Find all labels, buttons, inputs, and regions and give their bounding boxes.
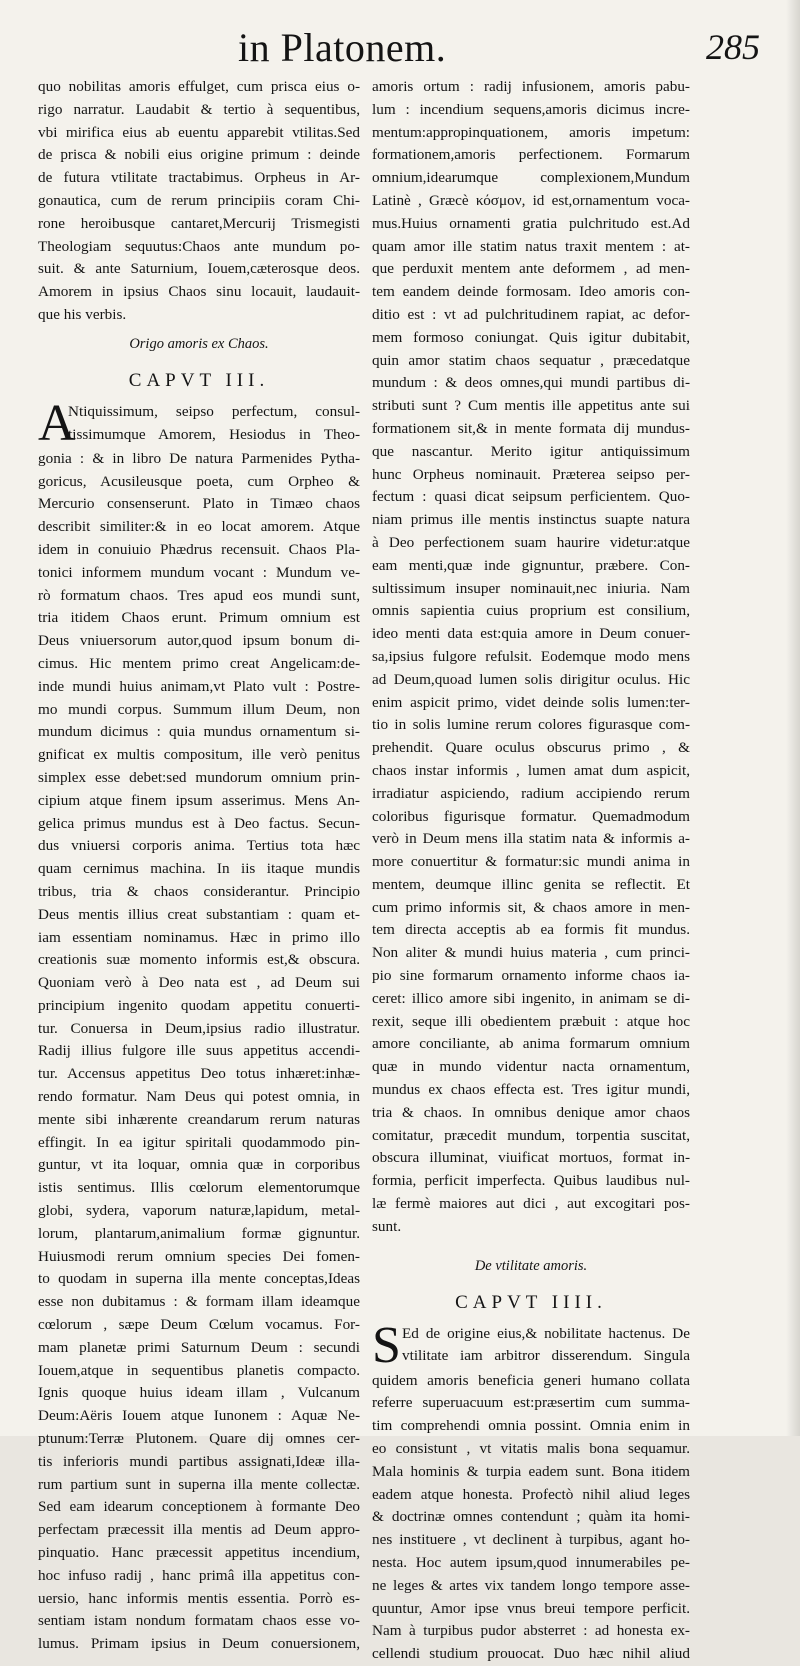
text-line: tur. Accensus appetitus Deo totus inhæret:inhæ- <box>38 1065 360 1083</box>
text-line: formationem sit,& in mente formata dij mundus- <box>372 419 690 437</box>
text-line: tria itidem Chaos erunt. Primum omnium est <box>38 609 360 627</box>
text-line: Nam à turpibus pudor absterret : ad honesta ex- <box>372 1622 690 1640</box>
text-line: rexit, seque illi obedientem præbuit : atque hoc <box>372 1012 690 1030</box>
text-line: tribus, tria & chaos considerantur. Principio <box>38 882 360 900</box>
text-line: sultissimum insuper nominauit,nec iniuria. Nam <box>372 579 690 597</box>
text-line: amoris ortum : radij infusionem, amoris pabu- <box>372 78 690 95</box>
text-line: de prisca & nobili eius origine primum : deinde <box>38 146 360 164</box>
text-line: uersio, hanc informis mentis essentia. Porrò es- <box>38 1589 360 1607</box>
text-line: suit. & ante Saturnium, Iouem,cæterosque deos. <box>38 260 360 278</box>
text-line: referre superuacuum est:præsertim cum summa- <box>372 1394 690 1412</box>
text-line: mentum:appropinquationem, amoris impetum: <box>372 123 690 141</box>
text-line: tur. Conuersa in Deum,ipsius radio illustratur. <box>38 1019 360 1037</box>
chapter-heading: CAPVT IIII. <box>455 1291 607 1313</box>
text-line: cum primo informis sit, & chaos amore in men- <box>372 898 690 916</box>
drop-capital: A <box>38 400 76 448</box>
text-line: verò in Deum mens illa statim nata & informis a- <box>372 830 690 848</box>
text-line: Non aliter & mundi huius materia , cum princi- <box>372 944 690 962</box>
text-line: que perduxit mentem ante deformem , ad men- <box>372 260 690 278</box>
dropcap-block <box>38 401 360 448</box>
text-line: Huiusmodi rerum omnium species Dei fomen- <box>38 1247 360 1265</box>
text-line: Quoniam verò à Deo nata est , ad Deum sui <box>38 974 360 992</box>
text-line: ptunum:Terræ Plutonem. Quare dij omnes cer- <box>38 1430 360 1448</box>
text-line: comitatur, præcedit mundum, torpentia suscitat, <box>372 1126 690 1144</box>
text-line: tem directa acceptis ab ea formis fit mundus. <box>372 921 690 939</box>
text-line: Radij illius fulgore ille suus appetitus accendi- <box>38 1042 360 1060</box>
text-line: principium ingenito quodam appetitu conuerti- <box>38 996 360 1014</box>
text-line: stributi sunt ? Cum mentis ille appetitus ante sui <box>372 397 690 415</box>
text-line: Mercurio consenserunt. Plato in Timæo chaos <box>38 495 360 513</box>
text-line: Deus mentis illius creat substantiam : quam et- <box>38 905 360 923</box>
text-line: quuntur, Amor ipse vnus breui tempore perficit. <box>372 1599 690 1617</box>
text-line: simplex esse debet:sed mundorum omnium prin- <box>38 768 360 786</box>
text-line: nesta. Hoc autem ipsum,quod innumerabiles pe- <box>372 1554 690 1572</box>
text-line: sa,ipsius fulgore refulsit. Eodemque modo mens <box>372 647 690 665</box>
text-line: lorum, plantarum,animalium formæ gignuntur. <box>38 1224 360 1242</box>
text-line: gonautica, cum de rerum principiis coram Chi- <box>38 191 360 209</box>
text-line: idem in conuiuio Phædrus recensuit. Chaos Pla- <box>38 540 360 558</box>
text-line: ne leges & artes vix tandem longo tempore asse- <box>372 1576 690 1594</box>
text-line: tim comprehendi omnia possint. Omnia enim in <box>372 1417 690 1435</box>
text-line: sunt. <box>372 1217 402 1235</box>
text-line: nes instituere , vt declinent à turpibus, agant ho- <box>372 1531 690 1549</box>
text-line: Mala hominis & turpia eadem sunt. Bona itidem <box>372 1462 690 1480</box>
page-number: 285 <box>706 27 760 67</box>
text-line: Sed eam idearum conceptionem à formante Deo <box>38 1498 360 1516</box>
text-line: Ed de origine eius,& nobilitate hactenus. De <box>402 1324 690 1342</box>
text-line: quam cernimus machina. In iis itaque mundis <box>38 860 360 878</box>
running-title: in Platonem. <box>238 25 447 70</box>
text-line: Deum:Aëris Iouem atque Iunonem : Aquæ Ne- <box>38 1407 360 1425</box>
text-line: amore conciliante, ab anima formarum omnium <box>372 1035 690 1053</box>
text-line: tis inferioris mundi partibus assignati,Ideæ illa- <box>38 1452 360 1470</box>
text-line: eadem atque honesta. Profectò nihil aliud leges <box>372 1485 690 1503</box>
text-line: pio sine formarum ornamento informe chaos ia- <box>372 967 690 985</box>
text-line: eo consistunt , vt vitatis malis bona sequamur. <box>372 1440 690 1458</box>
dropcap-lines <box>38 401 360 447</box>
dropcap-lines <box>372 1323 690 1369</box>
text-line: rò formatum chaos. Tres apud eos mundi sunt, <box>38 586 360 604</box>
text-line: rum partium sunt in superna illa mente collectæ. <box>38 1475 360 1493</box>
text-line: & doctrinæ omnes contendunt ; quàm ita homi- <box>372 1508 690 1526</box>
text-line: irradiatur aspiciendo, radium accipiendo rerum <box>372 784 690 802</box>
text-line: ideo menti data est:quia amore in Deum conuer- <box>372 625 690 643</box>
text-line: vtilitate iam arbitror disserendum. Singula <box>402 1347 690 1365</box>
text-line: læ fermè maiores aut dici , aut excogitari pos- <box>372 1195 690 1213</box>
text-line: eam menti,quæ inde gignuntur, præbere. Con- <box>372 556 690 574</box>
text-line: de futura vtilitate tractabimus. Orpheus in Ar- <box>38 169 360 187</box>
text-line: lum : incendium sequens,amoris dicimus incre- <box>372 100 690 118</box>
text-line: ceret: illico amore sibi ingenito, in animam se di- <box>372 989 690 1007</box>
text-line: prehendit. Quare oculus obscurus primo , & <box>372 739 690 757</box>
text-line: que his verbis. <box>38 305 127 323</box>
text-line: gonia : & in libro De natura Parmenides Pytha- <box>38 449 360 467</box>
text-line: pinquatio. Hanc præcessit appetitus incendium, <box>38 1544 360 1562</box>
left-paragraph-2 <box>38 448 360 1656</box>
text-line: mundum dicimus : quia mundus ornamentum si- <box>38 723 360 741</box>
text-line: rone heroibusque cantaret,Mercurij Trismegisti <box>38 214 360 232</box>
section-subheading: De vtilitate amoris. <box>474 1257 588 1274</box>
text-line: quin amor statim chaos sequatur , præcedatque <box>372 351 690 369</box>
text-line: cœlorum , sæpe Deum Cœlum vocamus. For- <box>38 1316 360 1334</box>
text-line: Iouem,atque in sequentibus planetis compacto. <box>38 1361 360 1379</box>
left-column <box>38 76 360 1656</box>
text-line: Ntiquissimum, seipso perfectum, consul- <box>68 402 360 420</box>
text-line: omnium,idearumque complexionem,Mundum <box>372 169 690 187</box>
text-line: rigo narratur. Laudabit & tertio à sequentibus, <box>38 100 360 118</box>
text-line: gnificat ex multis compositum, ille verò penitus <box>38 746 360 764</box>
right-paragraph-1 <box>372 76 690 1239</box>
text-line: enim aspicit primo, videt deinde solis lumen:ter- <box>372 693 690 711</box>
text-line: more conuertitur & formatur:sic mundi anima in <box>372 853 690 871</box>
text-line: formia, perficit imperfecta. Quibus laudibus nul- <box>372 1172 690 1190</box>
text-line: cimus. Hic mentem primo creat Angelicam:de- <box>38 654 360 672</box>
text-line: lumus. Primam ipsius in Deum conuersionem, <box>38 1635 360 1653</box>
text-line: rendo formatur. Nam Deus qui potest omnia, in <box>38 1088 360 1106</box>
text-line: quo nobilitas amoris effulget, cum prisca eius o- <box>38 78 360 95</box>
text-line: describit similiter:& in eo locat amorem. Atque <box>38 518 360 536</box>
text-line: perfectam præcessit illa mentis ad Deum appro- <box>38 1521 360 1539</box>
text-line: chaos instar informis , lumen amat dum aspicit, <box>372 761 690 779</box>
section-subheading: Origo amoris ex Chaos. <box>129 335 269 352</box>
left-paragraph-1 <box>38 76 360 327</box>
text-line: formationem,amoris perfectionem. Formarum <box>372 146 690 164</box>
text-line: ditio est : vt ad pulchritudinem rapiat, ac defor- <box>372 305 690 323</box>
text-line: fectum : quasi dicat seipsum perficientem. Quo- <box>372 488 690 506</box>
text-line: quidem amoris beneficia generi humano collata <box>372 1371 690 1389</box>
text-line: tio in solis lumine rerum colores figurasque com- <box>372 716 690 734</box>
text-line: esse non dubitamus : & formam illam ideamque <box>38 1293 360 1311</box>
text-line: globi, sydera, vaporum naturæ,lapidum, metal- <box>38 1202 360 1220</box>
text-line: iam essentiam nominamus. Hæc in primo illo <box>38 928 360 946</box>
running-head <box>0 18 800 78</box>
text-line: à Deo perfectionem suam haurire videtur:atque <box>372 533 690 551</box>
text-line: effingit. In ea igitur spiritali quodammodo pin- <box>38 1133 360 1151</box>
chapter-heading: CAPVT III. <box>128 369 270 391</box>
right-column <box>372 76 690 1666</box>
spacer <box>372 1239 690 1249</box>
text-line: creationis suæ momento informis est,& obscura. <box>38 951 360 969</box>
text-line: hoc infuso radij , hanc primâ illa appetitus con- <box>38 1566 360 1584</box>
text-line: niam primus ille mentis instinctus suapte natura <box>372 511 690 529</box>
text-line: dus vniuersi corporis anima. Tertius tota hæc <box>38 837 360 855</box>
text-line: gelica primus mundus est à Deo factus. Secun- <box>38 814 360 832</box>
text-line: Amorem in ipsius Chaos sinu locauit, laudauit- <box>38 283 360 301</box>
text-line: vbi mirifica eius ab euentu apparebit vtilitas.Sed <box>38 123 360 141</box>
text-line: que nascantur. Merito igitur antiquissimum <box>372 442 690 460</box>
text-line: coloribus figurisque formatur. Quemadmodum <box>372 807 690 825</box>
dropcap-block <box>372 1323 690 1370</box>
text-line: tem eandem deinde formosam. Ideo amoris con- <box>372 283 690 301</box>
text-line: mam planetæ primi Saturnum Deum : secundi <box>38 1338 360 1356</box>
drop-capital: S <box>372 1322 401 1370</box>
text-line: sentiam istam nondum formatam chaos esse vo- <box>38 1612 360 1630</box>
text-line: Ignis quoque huius ideam illam , Vulcanum <box>38 1384 360 1402</box>
text-line: ad Deum,quoad lumen solis dirigitur oculus. Hic <box>372 670 690 688</box>
text-line: cipium atque finem ipsum asserimus. Mens An- <box>38 791 360 809</box>
text-line: Theologiam sequutus:Chaos ante mundum po- <box>38 237 360 255</box>
text-line: mem formoso coniungat. Quis igitur dubitabit, <box>372 328 690 346</box>
text-line: quam amor ille statim natus traxit mentem : at- <box>372 237 690 255</box>
text-line: mentem, deumque illinc genita se reflectit. Et <box>372 875 690 893</box>
text-line: to quodam in superna illa mente conceptas,Ideas <box>38 1270 360 1288</box>
text-line: Deus vniuersorum autor,quod ipsum bonum di- <box>38 632 360 650</box>
text-line: quæ in mundo videntur nacta ornamentum, <box>372 1058 690 1076</box>
text-line: cellendi studium prouocat. Duo hæc nihil aliud <box>372 1645 690 1663</box>
text-line: mo mundi corpus. Summum illum Deum, non <box>38 700 360 718</box>
text-line: goricus, Acusileusque poeta, cum Orpheo & <box>38 472 360 490</box>
text-line: tria & chaos. In omnibus denique amor chaos <box>372 1103 690 1121</box>
text-line: obscura illuminat, viuificat mortuos, format in- <box>372 1149 690 1167</box>
right-paragraph-2 <box>372 1370 690 1666</box>
text-line: tissimumque Amorem, Hesiodus in Theo- <box>68 425 360 443</box>
text-line: hunc Orpheus nominauit. Præterea seipso per- <box>372 465 690 483</box>
text-line: mundus ex chaos effecta est. Tres igitur mundi, <box>372 1081 690 1099</box>
text-line: omnis sapientia cuius proprium est consilium, <box>372 602 690 620</box>
text-line: inde mundi huius animam,vt Plato vult : Postre- <box>38 677 360 695</box>
text-line: guntur, vt ita loquar, omnia quæ in corporibus <box>38 1156 360 1174</box>
text-line: istis sentimus. Illis cœlorum elementorumque <box>38 1179 360 1197</box>
text-line: mente sibi inhærente creandarum rerum naturas <box>38 1110 360 1128</box>
text-line: Latinè , Græcè κόσμον, id est,ornamentum voca- <box>372 191 690 209</box>
text-line: mundum : & deos omnes,qui mundi partibus di- <box>372 374 690 392</box>
text-line: tonici informem mundum vocant : Mundum ve- <box>38 563 360 581</box>
text-line: mus.Huius ornamenti gratia pulchritudo est.Ad <box>372 214 690 232</box>
